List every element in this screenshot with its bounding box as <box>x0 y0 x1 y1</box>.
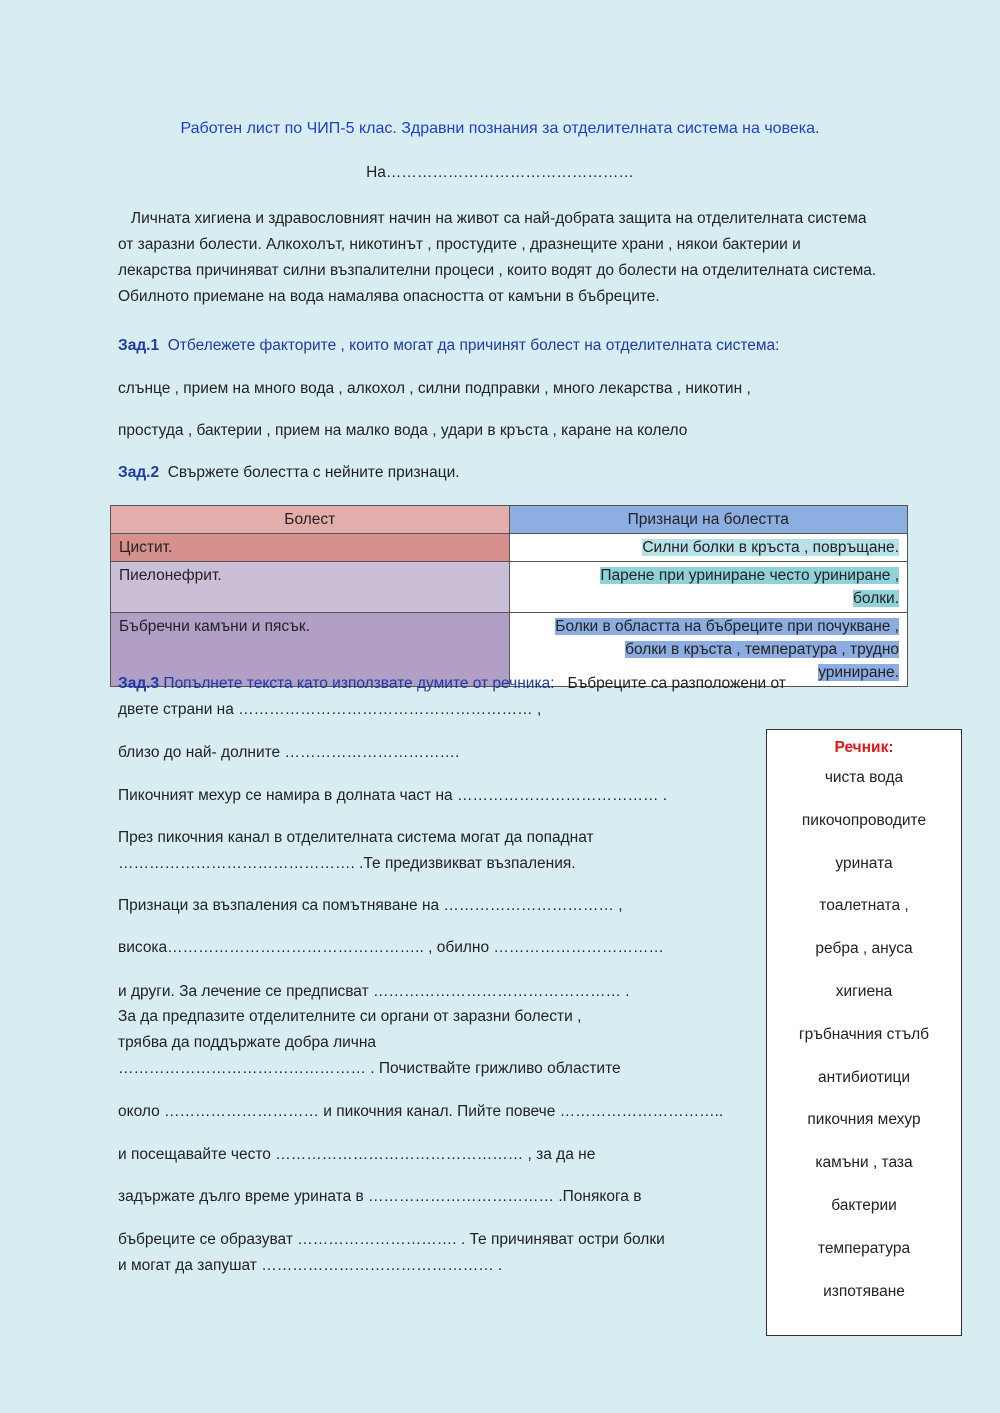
symptoms-text: Силни болки в кръста , повръщане. <box>642 539 899 556</box>
table-header-row <box>111 506 908 534</box>
task3-line: и могат да запушат ……………………………………… . <box>118 1257 503 1274</box>
task2-heading <box>118 464 460 482</box>
dictionary-word: антибиотици <box>817 1068 911 1086</box>
disease-table <box>110 505 908 687</box>
disease-cell: Пиелонефрит. <box>111 562 510 613</box>
task1-factors-line2: простуда , бактерии , прием на малко вода , удари в кръста , каране на колело <box>118 422 688 439</box>
symptoms-text: болки в кръста , температура , трудно <box>625 641 899 658</box>
page-title: Работен лист по ЧИП-5 клас. Здравни познания за отделителната система на човека. <box>180 120 820 137</box>
dictionary-word: гръбначния стълб <box>798 1025 930 1043</box>
dictionary-title: Речник: <box>834 739 894 756</box>
symptoms-text: Болки в областта на бъбреците при почукване , <box>555 618 899 635</box>
task3-line: бъбреците се образуват …………………………. . Те причиняват остри болки <box>118 1231 665 1248</box>
task3-line: и посещавайте често ………………………………………… , за да не <box>118 1146 596 1163</box>
dictionary-word: ребра , ануса <box>815 940 913 958</box>
table-row <box>111 562 908 613</box>
symptoms-text: уриниране. <box>818 664 899 681</box>
task1-factors-line1: слънце , прием на много вода , алкохол , силни подправки , много лекарства , никотин , <box>118 380 751 397</box>
task3-line: около ………………………… и пикочния канал. Пийте повече ………………………….. <box>118 1103 724 1120</box>
table-row <box>111 534 908 562</box>
intro-paragraph <box>118 206 878 310</box>
task3-heading <box>118 675 786 693</box>
symptoms-cell <box>509 534 908 562</box>
task3-line: висока………………………………………….. , обилно …………………………… <box>118 939 664 956</box>
student-name-line: На………………………………………… <box>366 164 634 181</box>
dictionary-word: изпотяване <box>823 1282 905 1300</box>
dictionary-word: пикочопроводите <box>801 811 927 829</box>
dictionary-word: камъни , таза <box>815 1154 913 1172</box>
task3-text: Попълнете текста като използвате думите от речника: <box>163 675 555 692</box>
dictionary-word: бактерии <box>831 1196 897 1214</box>
dictionary-word: чиста вода <box>824 769 904 786</box>
task3-line: Признаци за възпаления са помътняване на …………………………… , <box>118 897 623 914</box>
task3-line: и други. За лечение се предписват ………………………………………… . <box>118 983 630 1000</box>
table-header-disease: Болест <box>111 506 510 534</box>
table-header-symptoms: Признаци на болестта <box>509 506 908 534</box>
symptoms-text: Парене при уриниране често уриниране , <box>600 567 899 584</box>
intro-text: Личната хигиена и здравословният начин на живот са най-добрата защита на отделителната система от заразни болести. Алкохолът, никотинът , простудите , дразнещите храни , някои бактерии и лекарства причиняват силни възпалителни процеси , които водят до болести на отделителната система. Обилното приемане на вода намалява опасността от камъни в бъбреците. <box>118 210 877 305</box>
dictionary-word: хигиена <box>835 982 893 1000</box>
dictionary-word: пикочния мехур <box>807 1111 921 1129</box>
task3-line: ………………………………………… . Почиствайте грижливо областите <box>118 1060 621 1077</box>
dictionary-word: урината <box>835 854 893 872</box>
task3-line: През пикочния канал в отделителната система могат да попаднат <box>118 829 594 846</box>
task3-line: За да предпазите отделителните си органи от заразни болести , <box>118 1008 582 1025</box>
task3-line: двете страни на ………………………………………………… , <box>118 701 542 718</box>
task2-label: Зад.2 <box>118 464 160 481</box>
symptoms-text: болки. <box>853 590 899 607</box>
disease-cell: Бъбречни камъни и пясък. <box>111 613 510 687</box>
task3-line: задържате дълго време урината в ……………………………… .Понякога в <box>118 1188 642 1205</box>
task3-line: ………………………………………. .Те предизвикват възпаления. <box>118 855 576 872</box>
task3-label: Зад.3 <box>118 675 160 692</box>
task3-line: трябва да поддържате добра лична <box>118 1034 377 1051</box>
task2-text: Свържете болестта с нейните признаци. <box>167 464 460 481</box>
dictionary-box <box>766 729 962 1336</box>
task1-text: Отбележете факторите , които могат да причинят болест на отделителната система: <box>167 337 780 354</box>
task1-label: Зад.1 <box>118 337 160 354</box>
task1-heading <box>118 337 779 355</box>
task3-line: Бъбреците са разположени от <box>567 675 786 692</box>
dictionary-list <box>767 757 961 1313</box>
task3-line: близо до най- долните ……………………………. <box>118 744 460 761</box>
disease-cell: Цистит. <box>111 534 510 562</box>
symptoms-cell <box>509 562 908 613</box>
dictionary-word: температура <box>817 1239 911 1257</box>
task3-line: Пикочният мехур се намира в долната част на ………………………………… . <box>118 787 668 804</box>
dictionary-word: тоалетната , <box>819 897 909 915</box>
